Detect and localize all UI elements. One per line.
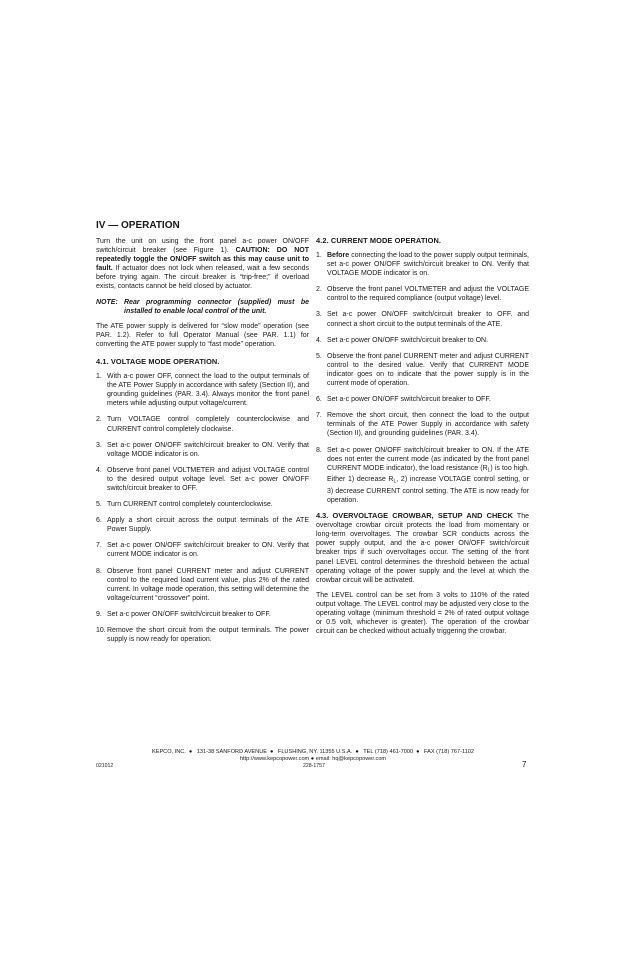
step-text: Observe the front panel VOLTMETER and adjust the VOLTAGE control to the required compliance (output voltage) level. — [327, 286, 529, 303]
footer-web-line: http://www.kepcopower.com ● email: hq@kepcopower.com — [239, 756, 387, 762]
subscript-l: L — [393, 478, 397, 485]
step-bold: Before — [327, 252, 350, 259]
step-rest: connecting the load to the power supply output terminals, set a-c power ON/OFF switch/circuit breaker to ON. Verify that VOLTAGE MODE indicator is on. — [327, 252, 529, 278]
voltage-mode-steps — [96, 372, 309, 644]
step-text: Set a-c power ON/OFF switch/circuit breaker to OFF. and connect a short circuit to the output terminals of the ATE. — [327, 311, 529, 328]
subscript-l: L — [487, 467, 491, 474]
section-title: IV — OPERATION — [96, 220, 180, 231]
step-number: 1. — [96, 373, 102, 381]
step-text — [327, 446, 529, 506]
step-text: Remove the short circuit from the output terminals. The power supply is now ready for operation. — [107, 627, 309, 644]
step-text: Apply a short circuit across the output terminals of the ATE Power Supply. — [107, 517, 309, 534]
intro-paragraph — [96, 237, 309, 292]
crowbar-heading: 4.3. OVERVOLTAGE CROWBAR, SETUP AND CHECK — [316, 511, 513, 521]
note — [96, 298, 309, 316]
footer — [96, 749, 530, 763]
step8-part-a: Set a-c power ON/OFF switch/circuit breaker to ON. If the ATE does not enter the current mode (as indicated by the front panel CURRENT MODE indicator), the load resistance (R — [327, 446, 529, 472]
intro-text-a: Turn the unit on using the front panel a-c power ON/OFF switch/circuit breaker (see Figure 1). — [96, 238, 309, 255]
step-text: Remove the short circuit, then connect the load to the output terminals of the ATE Power Supply in accordance with safety (Section II), and grounding guidelines (PAR. 3.4). — [327, 412, 529, 438]
list-item — [96, 500, 309, 509]
list-item — [316, 446, 529, 506]
caution-text: CAUTION: DO NOT repeatedly toggle the ON/OFF switch as this may cause unit to fault. — [96, 247, 309, 273]
step8-part-b: ) is too high. Either 1) decrease R — [327, 464, 529, 484]
crowbar-text: The overvoltage crowbar circuit protects the load from momentary or long-term overvoltages. The crowbar SCR conducts across the power supply output, and the a-c power ON/OFF switch/circuit breaker trips if such overvoltages occur. The setting of the front panel LEVEL control determines the threshold between the actual operating voltage of the power supply and the level at which the crowbar circuit will be activated. — [316, 513, 529, 584]
step-text: Set a-c power ON/OFF switch/circuit breaker to ON. Verify that current MODE indicator is on. — [107, 542, 309, 559]
step-number: 3. — [96, 441, 102, 449]
step-text: Set a-c power ON/OFF switch/circuit breaker to ON. Verify that voltage MODE indicator is on. — [107, 441, 309, 458]
step-number: 8. — [96, 567, 102, 575]
list-item — [316, 310, 529, 328]
step-text: Set a-c power ON/OFF switch/circuit breaker to OFF. — [327, 396, 491, 404]
list-item — [96, 626, 309, 644]
step-text: Turn CURRENT control completely counterclockwise. — [107, 501, 273, 509]
list-item — [96, 415, 309, 433]
footer-web-link[interactable]: http://www.kepcopower.com — [239, 756, 310, 762]
step-text — [327, 251, 529, 278]
step8-part-c: , 2) increase VOLTAGE control setting, or 3) decrease CURRENT control setting. The ATE is now ready for operation. — [327, 476, 529, 504]
step-text: Set a-c power ON/OFF switch/circuit breaker to OFF. — [107, 610, 271, 618]
step-number: 1. — [316, 252, 322, 259]
list-item — [96, 567, 309, 603]
note-text: Rear programming connector (supplied) must be installed to enable local control of the unit. — [124, 298, 309, 315]
right-column — [316, 236, 529, 642]
list-item — [96, 541, 309, 559]
step-number: 2. — [316, 286, 322, 294]
list-item — [96, 516, 309, 534]
footer-address: 131-38 SANFORD AVENUE — [196, 749, 267, 755]
crowbar-paragraph — [316, 511, 529, 585]
voltage-mode-heading: 4.1. VOLTAGE MODE OPERATION. — [96, 357, 220, 367]
step-number: 6. — [316, 396, 322, 404]
step-number: 4. — [316, 336, 322, 344]
footer-company: KEPCO, INC. — [151, 749, 186, 755]
slow-mode-paragraph: The ATE power supply is delivered for “slow mode” operation (see PAR. 1.2). Refer to full Operator Manual (see PAR. 1.1) for converting the ATE power supply to “fast mode” operation. — [96, 322, 309, 348]
step-number: 2. — [96, 416, 102, 424]
level-control-paragraph: The LEVEL control can be set from 3 volts to 110% of the rated output voltage. The LEVEL control may be adjusted very close to the operating voltage (minimum threshold = 2% of rated output voltage or 0.5 volt, whichever is greater). The operation of the crowbar circuit can be checked without actually triggering the crowbar. — [316, 591, 529, 636]
footer-city: FLUSHING, NY. 11355 U.S.A. — [277, 749, 353, 755]
left-column — [96, 220, 309, 651]
list-item — [96, 441, 309, 459]
step-number: 7. — [96, 542, 102, 550]
step-text: Observe the front panel CURRENT meter and adjust CURRENT control to the desired value. Verify that CURRENT MODE indicator goes on to indicate that the power supply is in the current mode of operation. — [327, 352, 529, 388]
page-number: 7 — [522, 760, 527, 769]
current-mode-steps — [316, 251, 529, 439]
step-number: 8. — [316, 446, 322, 454]
intro-text-b: If actuator does not lock when released, wait a few seconds before trying again. The circuit breaker is “trip-free;” if overload exists, contacts cannot be held closed by actuator. — [96, 265, 309, 291]
step-number: 3. — [316, 311, 322, 319]
list-item — [316, 285, 529, 303]
list-item — [316, 251, 529, 278]
step-number: 9. — [96, 610, 102, 618]
list-item — [316, 336, 529, 345]
footer-address-line: KEPCO, INC. ● 131-38 SANFORD AVENUE ● FLUSHING, NY. 11355 U.S.A. ● TEL (718) 461-7000 ● FAX (718) 767-1102 — [151, 749, 475, 755]
step-number: 6. — [96, 517, 102, 525]
note-label: NOTE: — [96, 298, 118, 306]
step-text: Observe front panel VOLTMETER and adjust VOLTAGE control to the desired output voltage level. Set a-c power ON/OFF switch/circuit breaker to OFF. — [107, 466, 309, 492]
list-item — [316, 395, 529, 404]
footer-tel: TEL (718) 461-7000 — [363, 749, 414, 755]
list-item — [96, 372, 309, 408]
doc-number: 228-1757 — [303, 763, 325, 769]
current-mode-step-8 — [316, 446, 529, 506]
step-number: 10. — [96, 627, 106, 634]
step-text: Turn VOLTAGE control completely counterclockwise and CURRENT control completely clockwise. — [107, 416, 309, 433]
step-number: 5. — [316, 352, 322, 360]
list-item — [96, 466, 309, 493]
list-item — [316, 352, 529, 388]
step-number: 5. — [96, 501, 102, 509]
step-number: 7. — [316, 412, 322, 420]
step-text: With a-c power OFF, connect the load to the output terminals of the ATE Power Supply in accordance with safety (Section II), and grounding guidelines (PAR. 3.4). Always monitor the front panel meters while adjusting output voltage/current. — [107, 373, 309, 408]
step-number: 4. — [96, 466, 102, 474]
footer-email-link[interactable]: email: hq@kepcopower.com — [315, 756, 387, 762]
list-item — [96, 610, 309, 619]
current-mode-heading: 4.2. CURRENT MODE OPERATION. — [316, 236, 442, 245]
step-text: Observe front panel CURRENT meter and adjust CURRENT control to the required load current value, plus 2% of the rated current. In voltage mode operation, this setting will determine the voltage/current “crossover” point. — [107, 567, 309, 602]
doc-code: 021012 — [96, 763, 114, 769]
step-text: Set a-c power ON/OFF switch/circuit breaker to ON. — [327, 336, 489, 344]
footer-fax: FAX (718) 767-1102 — [424, 749, 475, 755]
list-item — [316, 411, 529, 438]
